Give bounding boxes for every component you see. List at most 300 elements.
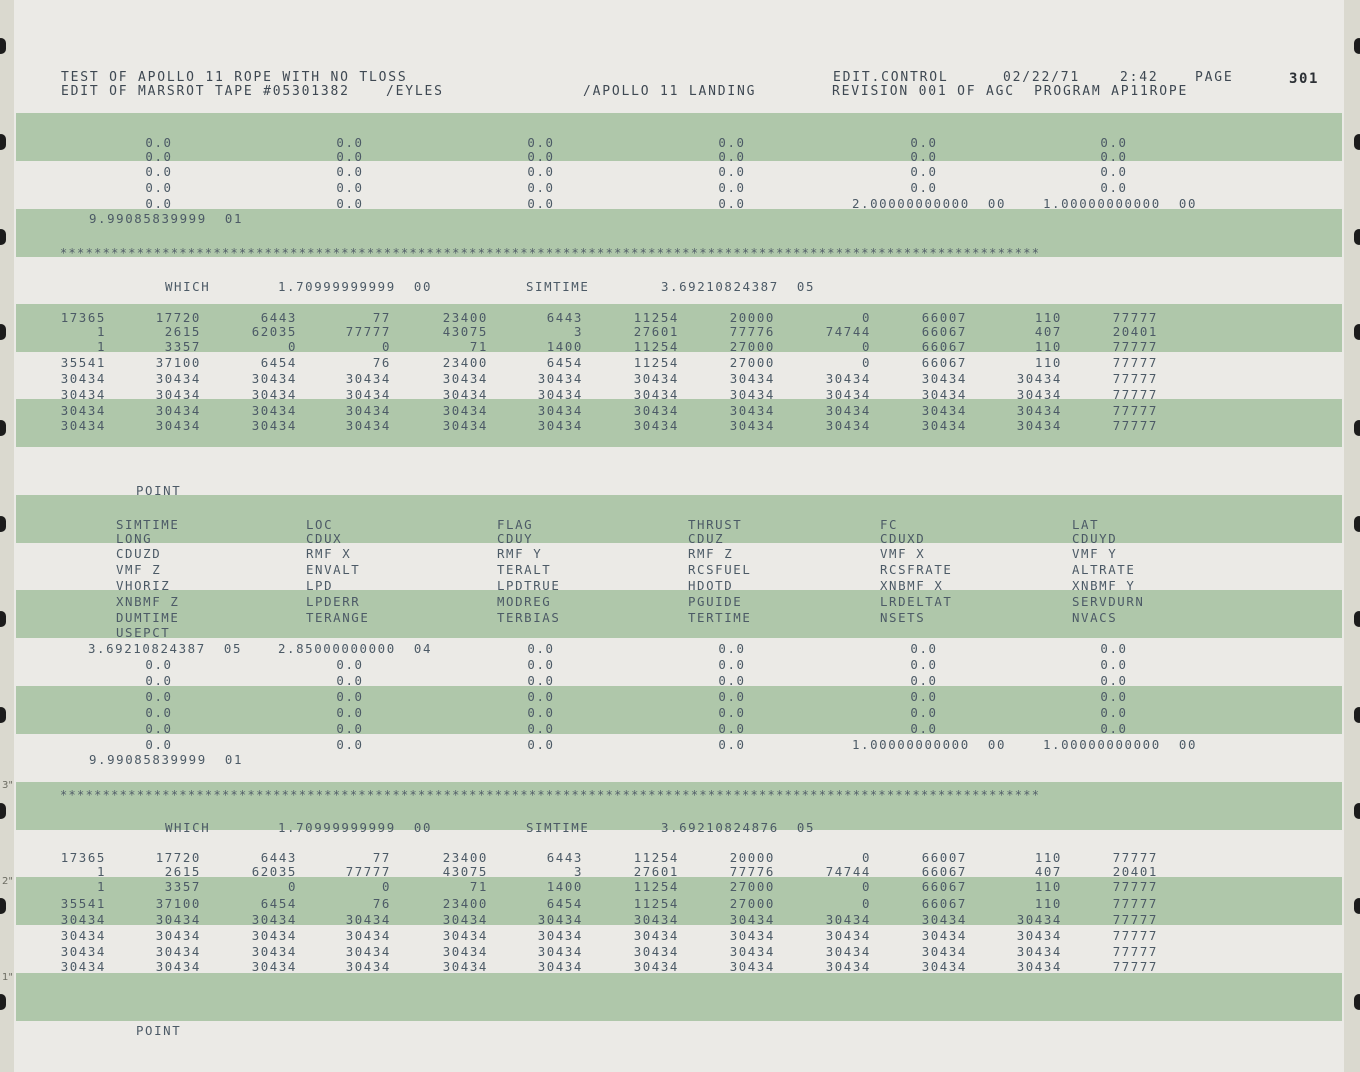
octal-cell: 30434 — [537, 912, 583, 927]
tractor-feed-hole — [0, 38, 6, 54]
octal-cell: 3 — [573, 324, 583, 339]
octal-cell: 407 — [1034, 864, 1062, 879]
octal-cell: 30434 — [1016, 387, 1062, 402]
octal-cell: 30434 — [251, 387, 297, 402]
octal-cell: 30434 — [825, 928, 871, 943]
octal-cell: 20401 — [1112, 864, 1158, 879]
octal-cell: 0 — [861, 339, 871, 354]
octal-cell: 6443 — [260, 850, 297, 865]
octal-cell: 30434 — [825, 371, 871, 386]
octal-cell: 30434 — [729, 418, 775, 433]
variable-label: VMF Z — [116, 562, 162, 577]
octal-cell: 77 — [372, 850, 391, 865]
header-edit-control: EDIT.CONTROL — [833, 70, 949, 85]
float-value: 0.0 — [336, 196, 364, 211]
variable-label: RMF Z — [688, 546, 734, 561]
float-value: 0.0 — [1100, 705, 1128, 720]
float-value: 0.0 — [1100, 180, 1128, 195]
variable-label: XNBMF Y — [1072, 578, 1136, 593]
float-value: 0.0 — [718, 737, 746, 752]
octal-cell: 3 — [573, 864, 583, 879]
float-value: 0.0 — [718, 135, 746, 150]
octal-cell: 17365 — [60, 850, 106, 865]
tractor-feed-hole — [0, 994, 6, 1010]
float-value: 1.00000000000 00 — [852, 737, 1007, 752]
simtime-value: 3.69210824387 05 — [661, 279, 816, 294]
octal-cell: 27000 — [729, 355, 775, 370]
octal-cell: 30434 — [251, 959, 297, 974]
tractor-feed-hole — [0, 898, 6, 914]
octal-cell: 66067 — [921, 324, 967, 339]
float-value: 0.0 — [718, 149, 746, 164]
float-value: 1.00000000000 00 — [1043, 196, 1198, 211]
octal-cell: 30434 — [345, 403, 391, 418]
octal-cell: 110 — [1034, 310, 1062, 325]
octal-cell: 77777 — [1112, 355, 1158, 370]
variable-label: LONG — [116, 531, 153, 546]
octal-cell: 30434 — [345, 959, 391, 974]
which-label: WHICH — [165, 279, 211, 294]
octal-cell: 17365 — [60, 310, 106, 325]
variable-label: LPD — [306, 578, 334, 593]
octal-cell: 110 — [1034, 896, 1062, 911]
float-value: 0.0 — [527, 673, 555, 688]
tractor-feed-hole — [1354, 611, 1360, 627]
octal-cell: 0 — [861, 355, 871, 370]
float-value: 0.0 — [718, 689, 746, 704]
octal-cell: 76 — [372, 896, 391, 911]
octal-cell: 2615 — [164, 864, 201, 879]
tractor-feed-hole — [1354, 516, 1360, 532]
octal-cell: 30434 — [633, 371, 679, 386]
octal-cell: 30434 — [633, 944, 679, 959]
float-value: 0.0 — [1100, 164, 1128, 179]
octal-cell: 0 — [861, 850, 871, 865]
octal-cell: 30434 — [1016, 403, 1062, 418]
float-value: 0.0 — [910, 689, 938, 704]
green-bar — [16, 495, 1342, 543]
octal-cell: 2615 — [164, 324, 201, 339]
float-value: 3.69210824387 05 — [88, 641, 243, 656]
octal-cell: 0 — [287, 879, 297, 894]
octal-cell: 30434 — [1016, 928, 1062, 943]
octal-cell: 30434 — [345, 944, 391, 959]
octal-cell: 30434 — [825, 403, 871, 418]
octal-cell: 30434 — [729, 944, 775, 959]
float-value: 0.0 — [336, 673, 364, 688]
float-value: 9.99085839999 01 — [89, 752, 244, 767]
variable-label: NSETS — [880, 610, 926, 625]
variable-label: LRDELTAT — [880, 594, 953, 609]
octal-cell: 30434 — [442, 944, 488, 959]
simtime-label: SIMTIME — [526, 820, 590, 835]
octal-cell: 30434 — [921, 387, 967, 402]
octal-cell: 30434 — [729, 403, 775, 418]
green-bar — [16, 973, 1342, 1021]
tractor-feed-hole — [0, 134, 6, 150]
octal-cell: 77776 — [729, 324, 775, 339]
float-value: 0.0 — [145, 705, 173, 720]
header-time: 2:42 — [1120, 70, 1159, 85]
octal-cell: 11254 — [633, 310, 679, 325]
octal-cell: 30434 — [825, 912, 871, 927]
float-value: 0.0 — [910, 705, 938, 720]
tractor-feed-hole — [0, 516, 6, 532]
float-value: 0.0 — [1100, 689, 1128, 704]
octal-cell: 110 — [1034, 850, 1062, 865]
octal-cell: 30434 — [60, 928, 106, 943]
octal-cell: 30434 — [921, 928, 967, 943]
octal-cell: 74744 — [825, 864, 871, 879]
octal-cell: 30434 — [60, 912, 106, 927]
octal-cell: 23400 — [442, 310, 488, 325]
header-page-label: PAGE — [1195, 70, 1234, 85]
octal-cell: 17720 — [155, 850, 201, 865]
variable-label: CDUZ — [688, 531, 725, 546]
octal-cell: 20000 — [729, 310, 775, 325]
variable-label: RMF X — [306, 546, 352, 561]
variable-label: TERTIME — [688, 610, 752, 625]
float-value: 0.0 — [1100, 673, 1128, 688]
variable-label: FLAG — [497, 517, 534, 532]
float-value: 0.0 — [145, 135, 173, 150]
octal-cell: 30434 — [537, 944, 583, 959]
octal-cell: 66007 — [921, 310, 967, 325]
float-value: 0.0 — [527, 135, 555, 150]
octal-cell: 30434 — [1016, 418, 1062, 433]
which-value: 1.70999999999 00 — [278, 279, 433, 294]
variable-label: ALTRATE — [1072, 562, 1136, 577]
octal-cell: 77 — [372, 310, 391, 325]
octal-cell: 27000 — [729, 879, 775, 894]
octal-cell: 30434 — [251, 928, 297, 943]
which-label: WHICH — [165, 820, 211, 835]
octal-cell: 30434 — [155, 418, 201, 433]
octal-cell: 30434 — [825, 959, 871, 974]
float-value: 0.0 — [527, 721, 555, 736]
octal-cell: 30434 — [345, 912, 391, 927]
octal-cell: 110 — [1034, 339, 1062, 354]
tractor-feed-hole — [1354, 420, 1360, 436]
float-value: 0.0 — [527, 149, 555, 164]
variable-label: XNBMF Z — [116, 594, 180, 609]
variable-label: SERVDURN — [1072, 594, 1145, 609]
octal-cell: 77777 — [1112, 944, 1158, 959]
float-value: 0.0 — [336, 689, 364, 704]
octal-cell: 30434 — [345, 371, 391, 386]
octal-cell: 30434 — [537, 371, 583, 386]
float-value: 0.0 — [336, 705, 364, 720]
variable-label: CDUYD — [1072, 531, 1118, 546]
float-value: 0.0 — [145, 673, 173, 688]
float-value: 0.0 — [1100, 149, 1128, 164]
header-tape: EDIT OF MARSROT TAPE #05301382 — [61, 84, 350, 99]
point-heading: POINT — [136, 1023, 182, 1038]
float-value: 0.0 — [336, 721, 364, 736]
octal-cell: 30434 — [633, 959, 679, 974]
octal-cell: 27000 — [729, 896, 775, 911]
octal-cell: 66067 — [921, 879, 967, 894]
variable-label: CDUY — [497, 531, 534, 546]
octal-cell: 62035 — [251, 864, 297, 879]
octal-cell: 30434 — [251, 418, 297, 433]
variable-label: RCSFRATE — [880, 562, 953, 577]
octal-cell: 66067 — [921, 339, 967, 354]
variable-label: PGUIDE — [688, 594, 743, 609]
octal-cell: 43075 — [442, 864, 488, 879]
variable-label: RCSFUEL — [688, 562, 752, 577]
octal-cell: 30434 — [633, 387, 679, 402]
octal-cell: 30434 — [1016, 959, 1062, 974]
octal-cell: 6454 — [546, 355, 583, 370]
octal-cell: 30434 — [60, 371, 106, 386]
float-value: 0.0 — [1100, 135, 1128, 150]
variable-label: LPDTRUE — [497, 578, 561, 593]
float-value: 0.0 — [527, 180, 555, 195]
octal-cell: 77777 — [1112, 371, 1158, 386]
variable-label: LPDERR — [306, 594, 361, 609]
octal-cell: 66067 — [921, 896, 967, 911]
simtime-value: 3.69210824876 05 — [661, 820, 816, 835]
float-value: 0.0 — [1100, 657, 1128, 672]
float-value: 0.0 — [527, 705, 555, 720]
tractor-feed-hole — [1354, 229, 1360, 245]
tractor-feed-hole — [1354, 134, 1360, 150]
octal-cell: 30434 — [251, 403, 297, 418]
float-value: 0.0 — [910, 673, 938, 688]
octal-cell: 11254 — [633, 339, 679, 354]
variable-label: NVACS — [1072, 610, 1118, 625]
octal-cell: 30434 — [442, 371, 488, 386]
variable-label: ENVALT — [306, 562, 361, 577]
octal-cell: 76 — [372, 355, 391, 370]
float-value: 0.0 — [336, 737, 364, 752]
octal-cell: 71 — [469, 339, 488, 354]
octal-cell: 62035 — [251, 324, 297, 339]
octal-cell: 30434 — [729, 371, 775, 386]
float-value: 0.0 — [910, 641, 938, 656]
octal-cell: 74744 — [825, 324, 871, 339]
octal-cell: 23400 — [442, 896, 488, 911]
octal-cell: 77777 — [1112, 850, 1158, 865]
octal-cell: 30434 — [442, 912, 488, 927]
float-value: 0.0 — [718, 196, 746, 211]
octal-cell: 6443 — [546, 310, 583, 325]
header-revision: REVISION 001 OF AGC PROGRAM AP11ROPE — [832, 84, 1189, 99]
octal-cell: 6454 — [546, 896, 583, 911]
octal-cell: 23400 — [442, 850, 488, 865]
octal-cell: 27000 — [729, 339, 775, 354]
float-value: 0.0 — [527, 737, 555, 752]
octal-cell: 30434 — [633, 912, 679, 927]
octal-cell: 30434 — [155, 912, 201, 927]
tractor-feed-hole — [1354, 38, 1360, 54]
tractor-feed-hole — [1354, 324, 1360, 340]
float-value: 0.0 — [527, 657, 555, 672]
octal-cell: 30434 — [729, 959, 775, 974]
octal-cell: 35541 — [60, 355, 106, 370]
octal-cell: 30434 — [442, 418, 488, 433]
octal-cell: 30434 — [537, 387, 583, 402]
octal-cell: 77777 — [345, 864, 391, 879]
variable-label: CDUX — [306, 531, 343, 546]
variable-label: VHORIZ — [116, 578, 171, 593]
float-value: 0.0 — [910, 721, 938, 736]
tractor-feed-hole — [0, 324, 6, 340]
variable-label: CDUZD — [116, 546, 162, 561]
octal-cell: 6443 — [260, 310, 297, 325]
octal-cell: 30434 — [251, 912, 297, 927]
octal-cell: 11254 — [633, 896, 679, 911]
octal-cell: 30434 — [1016, 371, 1062, 386]
margin-mark: 2" — [2, 876, 13, 887]
variable-label: FC — [880, 517, 899, 532]
octal-cell: 37100 — [155, 896, 201, 911]
float-value: 0.0 — [718, 164, 746, 179]
octal-cell: 30434 — [60, 387, 106, 402]
separator-asterisks: ******************************************************************************************************************* — [60, 246, 1041, 260]
octal-cell: 30434 — [155, 387, 201, 402]
octal-cell: 30434 — [251, 371, 297, 386]
float-value: 0.0 — [527, 164, 555, 179]
float-value: 0.0 — [718, 721, 746, 736]
octal-cell: 30434 — [921, 912, 967, 927]
float-value: 0.0 — [527, 196, 555, 211]
octal-cell: 1 — [96, 864, 106, 879]
octal-cell: 6454 — [260, 355, 297, 370]
octal-cell: 6454 — [260, 896, 297, 911]
float-value: 2.00000000000 00 — [852, 196, 1007, 211]
octal-cell: 11254 — [633, 879, 679, 894]
octal-cell: 6443 — [546, 850, 583, 865]
float-value: 0.0 — [336, 135, 364, 150]
octal-cell: 30434 — [60, 403, 106, 418]
octal-cell: 110 — [1034, 355, 1062, 370]
octal-cell: 30434 — [155, 403, 201, 418]
variable-label: XNBMF X — [880, 578, 944, 593]
octal-cell: 30434 — [921, 418, 967, 433]
octal-cell: 0 — [861, 879, 871, 894]
float-value: 0.0 — [1100, 641, 1128, 656]
float-value: 0.0 — [145, 164, 173, 179]
octal-cell: 37100 — [155, 355, 201, 370]
float-value: 0.0 — [336, 657, 364, 672]
tractor-feed-hole — [1354, 994, 1360, 1010]
octal-cell: 0 — [861, 896, 871, 911]
float-value: 2.85000000000 04 — [278, 641, 433, 656]
header-title: TEST OF APOLLO 11 ROPE WITH NO TLOSS — [61, 70, 408, 85]
float-value: 0.0 — [145, 657, 173, 672]
octal-cell: 43075 — [442, 324, 488, 339]
octal-cell: 30434 — [729, 387, 775, 402]
octal-cell: 30434 — [60, 944, 106, 959]
octal-cell: 30434 — [60, 418, 106, 433]
variable-label: VMF X — [880, 546, 926, 561]
float-value: 0.0 — [336, 164, 364, 179]
octal-cell: 66067 — [921, 864, 967, 879]
float-value: 0.0 — [910, 135, 938, 150]
tractor-feed-hole — [1354, 803, 1360, 819]
octal-cell: 30434 — [442, 403, 488, 418]
octal-cell: 1 — [96, 339, 106, 354]
octal-cell: 11254 — [633, 355, 679, 370]
octal-cell: 30434 — [1016, 944, 1062, 959]
variable-label: MODREG — [497, 594, 552, 609]
octal-cell: 71 — [469, 879, 488, 894]
octal-cell: 30434 — [633, 928, 679, 943]
octal-cell: 77777 — [1112, 879, 1158, 894]
octal-cell: 30434 — [537, 959, 583, 974]
float-value: 0.0 — [910, 657, 938, 672]
simtime-label: SIMTIME — [526, 279, 590, 294]
octal-cell: 1400 — [546, 879, 583, 894]
float-value: 0.0 — [527, 641, 555, 656]
octal-cell: 77776 — [729, 864, 775, 879]
variable-label: USEPCT — [116, 625, 171, 640]
octal-cell: 77777 — [345, 324, 391, 339]
octal-cell: 30434 — [155, 928, 201, 943]
variable-label: RMF Y — [497, 546, 543, 561]
octal-cell: 20401 — [1112, 324, 1158, 339]
octal-cell: 23400 — [442, 355, 488, 370]
which-value: 1.70999999999 00 — [278, 820, 433, 835]
octal-cell: 30434 — [155, 371, 201, 386]
octal-cell: 30434 — [345, 387, 391, 402]
octal-cell: 35541 — [60, 896, 106, 911]
float-value: 0.0 — [1100, 721, 1128, 736]
octal-cell: 1 — [96, 879, 106, 894]
octal-cell: 27601 — [633, 864, 679, 879]
octal-cell: 30434 — [537, 403, 583, 418]
tractor-feed-hole — [0, 707, 6, 723]
variable-label: HDOTD — [688, 578, 734, 593]
octal-cell: 27601 — [633, 324, 679, 339]
variable-label: LAT — [1072, 517, 1100, 532]
octal-cell: 3357 — [164, 339, 201, 354]
octal-cell: 30434 — [537, 418, 583, 433]
float-value: 0.0 — [910, 180, 938, 195]
octal-cell: 77777 — [1112, 387, 1158, 402]
float-value: 9.99085839999 01 — [89, 211, 244, 226]
octal-cell: 30434 — [345, 928, 391, 943]
octal-cell: 0 — [381, 339, 391, 354]
octal-cell: 30434 — [537, 928, 583, 943]
float-value: 0.0 — [718, 657, 746, 672]
octal-cell: 66007 — [921, 850, 967, 865]
page-number: 301 — [1289, 71, 1320, 87]
float-value: 0.0 — [718, 641, 746, 656]
float-value: 0.0 — [145, 721, 173, 736]
float-value: 0.0 — [145, 149, 173, 164]
octal-cell: 1400 — [546, 339, 583, 354]
octal-cell: 30434 — [155, 944, 201, 959]
octal-cell: 30434 — [442, 959, 488, 974]
octal-cell: 30434 — [251, 944, 297, 959]
octal-cell: 30434 — [729, 912, 775, 927]
tractor-feed-hole — [1354, 898, 1360, 914]
variable-label: DUMTIME — [116, 610, 180, 625]
header-author: /EYLES — [386, 84, 444, 99]
program-title: /APOLLO 11 LANDING — [583, 84, 757, 99]
octal-cell: 0 — [381, 879, 391, 894]
octal-cell: 77777 — [1112, 912, 1158, 927]
octal-cell: 30434 — [1016, 912, 1062, 927]
octal-cell: 30434 — [345, 418, 391, 433]
octal-cell: 30434 — [633, 403, 679, 418]
header-date: 02/22/71 — [1003, 70, 1081, 85]
octal-cell: 30434 — [921, 959, 967, 974]
octal-cell: 30434 — [442, 387, 488, 402]
